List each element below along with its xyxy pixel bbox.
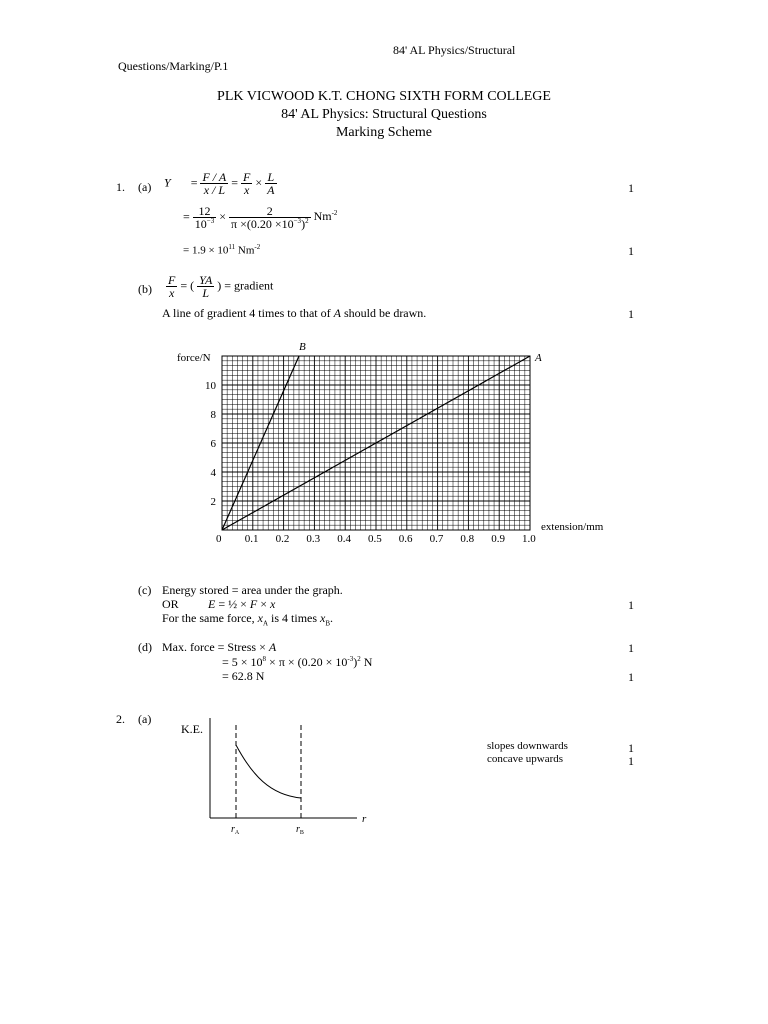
q1b-label: (b)	[138, 282, 152, 296]
header-page-ref: Questions/Marking/P.1	[118, 59, 229, 73]
symbol-Y: Y	[164, 175, 171, 190]
q1d-line3: = 62.8 N	[222, 669, 265, 683]
y-tick-label: 4	[210, 467, 216, 479]
q2-criterion-1: slopes downwards	[487, 740, 568, 752]
q1a-result: = $1.9 \times 10^{11}$ $Nm^{-2}$	[183, 243, 261, 257]
rB-label: $r_B$	[296, 824, 304, 836]
q1c-mark: 1	[628, 598, 634, 612]
x-tick-label: 1.0	[522, 533, 536, 545]
q1a-label: (a)	[138, 180, 152, 194]
y-tick-label: 2	[210, 496, 216, 508]
q2-mark-1: 1	[628, 741, 634, 755]
x-tick-label: 0.6	[398, 533, 413, 545]
q1a-formula: Y = $\frac{F / A}{x / L}$ = $\frac{F}{x}$ × $\frac{L}{A}$	[164, 170, 275, 197]
x-tick-label: 0.8	[460, 533, 475, 545]
q2-mark-2: 1	[628, 754, 634, 768]
chart-ylabel: force/N	[177, 352, 211, 364]
line-label-B: B	[299, 341, 306, 353]
q1b-formula: $\frac{F}{x}$ = ( $\frac{YA}{L}$ ) = gradient	[168, 273, 274, 300]
unit: $Nm^{-2}$	[313, 209, 338, 224]
x-tick-label: 0.3	[306, 533, 321, 545]
fraction-stress-strain: $\frac{F / A}{x / L}$	[202, 170, 227, 197]
q1c-formula: E = ½ × F × x	[208, 597, 276, 611]
ke-curve	[236, 745, 301, 798]
equals: =	[190, 175, 198, 190]
q1a-substitution: = $\frac{12}{10^{-3}}$ × $\frac{2}{\pi \times(0.20 \times 10^{-3})^2}$ $Nm^{-2}$	[183, 204, 338, 231]
q1d-mark-1: 1	[628, 641, 634, 655]
x-tick-label: 0	[216, 533, 222, 545]
header-code: 84' AL Physics/Structural	[393, 43, 516, 57]
school-title: PLK VICWOOD K.T. CHONG SIXTH FORM COLLEGE	[217, 89, 551, 104]
y-tick-label: 8	[210, 409, 216, 421]
q1d-label: (d)	[138, 640, 152, 654]
line-label-A: A	[535, 352, 542, 364]
r-axis-label: r	[362, 813, 367, 825]
q1a-mark-2: 1	[628, 244, 634, 258]
x-tick-label: 0.4	[337, 533, 351, 545]
ke-axis-label: K.E.	[181, 722, 203, 736]
q2-number: 2.	[116, 712, 125, 726]
q1a-mark-1: 1	[628, 181, 634, 195]
q1c-or: OR	[162, 597, 179, 611]
q1b-mark: 1	[628, 307, 634, 321]
rA-label: $r_A$	[231, 824, 240, 836]
q1c-line3: For the same force, $x_A$ is 4 times $x_B$.	[162, 611, 334, 628]
fraction-F-x: $\frac{F}{x}$	[243, 170, 251, 197]
fraction-12: $\frac{12}{10^{-3}}$	[194, 204, 215, 231]
subject-title: 84' AL Physics: Structural Questions	[281, 107, 487, 122]
doc-title: Marking Scheme	[335, 125, 433, 140]
q1c-label: (c)	[138, 583, 152, 597]
q1d-line1: Max. force = Stress × A	[162, 640, 277, 654]
q1d-line2: = $5 \times 10^8 \times \pi \times (0.20 \times 10^{-3})^2$ N	[222, 655, 373, 669]
q1d-mark-2: 1	[628, 670, 634, 684]
fraction-area: $\frac{2}{\pi \times(0.20 \times 10^{-3})^2}$	[231, 204, 309, 231]
y-tick-label: 6	[210, 438, 216, 450]
x-tick-label: 0.7	[429, 533, 444, 545]
q1-number: 1.	[116, 180, 125, 194]
fraction-L-A: $\frac{L}{A}$	[267, 170, 275, 197]
q2-criterion-2: concave upwards	[487, 753, 564, 765]
q1b-text: A line of gradient 4 times to that of A should be drawn.	[162, 306, 427, 320]
q2a-label: (a)	[138, 712, 152, 726]
y-tick-label: 10	[205, 380, 216, 392]
x-tick-label: 0.1	[244, 533, 259, 545]
x-tick-label: 0.2	[275, 533, 290, 545]
x-tick-label: 0.9	[491, 533, 505, 545]
x-tick-label: 0.5	[368, 533, 382, 545]
chart-xlabel: extension/mm	[541, 521, 604, 533]
q1c-line1: Energy stored = area under the graph.	[162, 583, 343, 597]
